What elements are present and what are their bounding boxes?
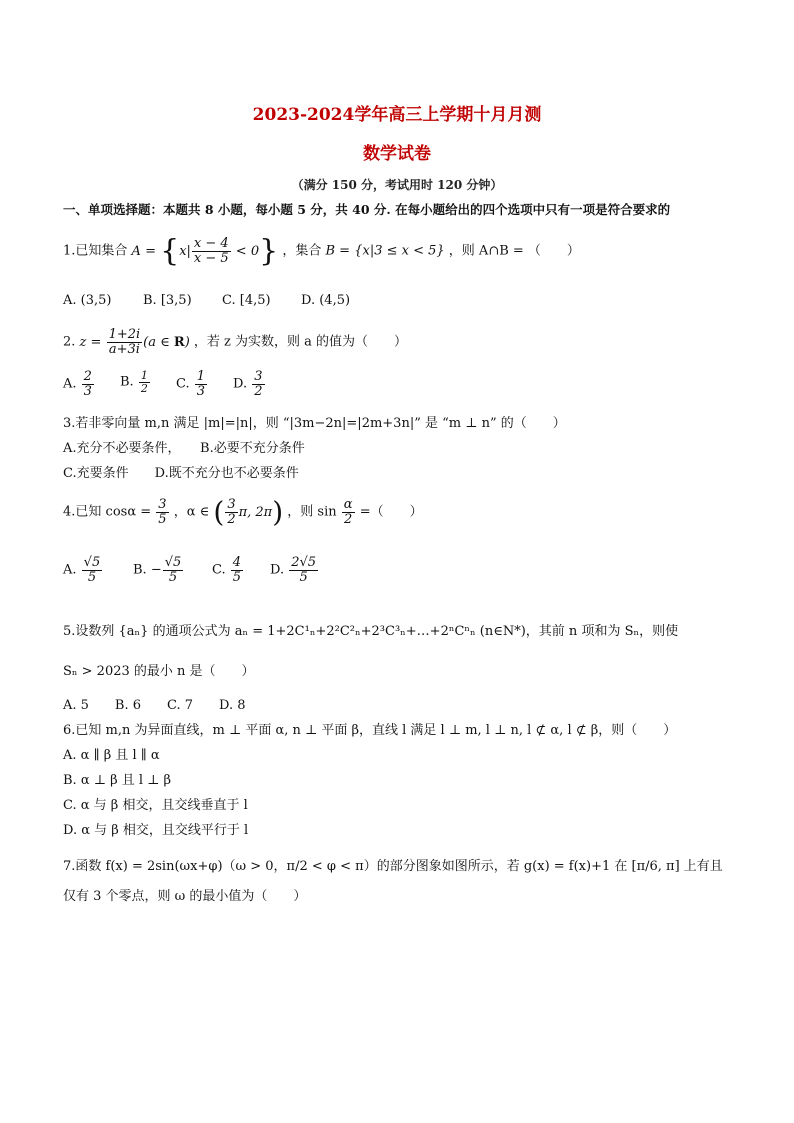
q4-option-c: C. $\frac{4}{5}$ (212, 555, 242, 585)
q2-option-c: C. $\frac{1}{3}$ (176, 369, 206, 399)
question-1 (63, 233, 580, 268)
q4-option-a: A. $\frac{√5}{5}$ (63, 555, 101, 585)
q6-option-c: C. α 与 β 相交，且交线垂直于 l (63, 798, 248, 813)
q4-tail: =（ ） (359, 504, 423, 520)
q1-mid: ，集合 (282, 243, 322, 259)
q4-suffix: ，则 sin (287, 504, 337, 520)
q2-suffix: ，若 z 为实数，则 a 的值为（ ） (193, 334, 408, 350)
section-heading: 一、单项选择题：本题共 8 小题，每小题 5 分，共 40 分. 在每小题给出的四个选项中只有一项是符合要求的 (63, 202, 671, 217)
q1-setA: A = {x| $\frac{x - 4}{x - 5}$ < 0} (131, 233, 279, 268)
q5-options: A. 5 B. 6 C. 7 D. 8 (63, 698, 246, 713)
q2-option-a: A. $\frac{2}{3}$ (63, 369, 92, 399)
q7-line2: 仅有 3 个零点，则 ω 的最小值为（ ） (63, 889, 307, 904)
q1-option-c: C. [4,5) (222, 293, 271, 308)
q6-option-a: A. α ∥ β 且 l ∥ α (63, 748, 160, 763)
q6-option-d: D. α 与 β 相交，且交线平行于 l (63, 823, 249, 838)
question-7: 7.函数 f(x) = 2sin(ωx+φ)（ω > 0，π/2 < φ < π）的部分图象如图所示，若 g(x) = f(x)+1 在 [π/6, π] 上有且 (63, 859, 723, 874)
q4-option-d: D. $\frac{2√5}{5}$ (270, 555, 317, 585)
q2-prefix: 2. (63, 334, 76, 350)
q1-suffix: ，则 A∩B = （ ） (448, 243, 580, 259)
q4-mid: ，α ∈ (173, 504, 210, 520)
exam-info: （满分 150 分，考试用时 120 分钟） (291, 178, 503, 192)
question-4: 4.已知 cosα = $\frac{3}{5}$ ，α ∈ ( $\frac{3}{2}$ π, 2π) ，则 sin $\frac{\alpha}{2}$ =（ ） (63, 495, 423, 529)
q2-option-d: D. $\frac{3}{2}$ (233, 369, 263, 399)
q2-formula: z = $\frac{1+2i}{a+3i}$ (a ∈ R) (79, 327, 190, 357)
question-2 (63, 328, 407, 356)
q1-setB: B = {x|3 ≤ x < 5} (325, 243, 445, 259)
q2-option-b: B. $\frac{1}{2}$ (120, 369, 148, 395)
q1-prefix: 1.已知集合 (63, 243, 128, 259)
question-5: 5.设数列 {aₙ} 的通项公式为 aₙ = 1+2C¹ₙ+2²C²ₙ+2³C³ₙ+…+2ⁿCⁿₙ (n∈N*)，其前 n 项和为 Sₙ，则使 (63, 624, 679, 639)
q5-line2: Sₙ > 2023 的最小 n 是（ ） (63, 664, 255, 679)
question-3: 3.若非零向量 m,n 满足 |m|=|n|，则 “|3m−2n|=|2m+3n|” 是 “m ⊥ n” 的（ ） (63, 416, 566, 431)
q3-options-row1: A.充分不必要条件， B.必要不充分条件 (63, 441, 305, 456)
q1-option-a: A. (3,5) (63, 293, 112, 308)
q1-option-b: B. [3,5) (143, 293, 192, 308)
q1-option-d: D. (4,5) (301, 293, 351, 308)
subject-title: 数学试卷 (363, 144, 431, 164)
q6-option-b: B. α ⊥ β 且 l ⊥ β (63, 773, 172, 788)
q3-options-row2: C.充要条件 D.既不充分也不必要条件 (63, 466, 299, 481)
q4-option-b: B. − $\frac{√5}{5}$ (133, 555, 182, 585)
exam-title: 2023-2024学年高三上学期十月月测 (252, 105, 542, 125)
q4-prefix: 4.已知 cosα = (63, 504, 152, 520)
q4-interval: ( $\frac{3}{2}$ π, 2π) (213, 495, 284, 529)
question-6: 6.已知 m,n 为异面直线，m ⊥ 平面 α, n ⊥ 平面 β，直线 l 满足 l ⊥ m, l ⊥ n, l ⊄ α, l ⊄ β，则（ ） (63, 723, 677, 738)
